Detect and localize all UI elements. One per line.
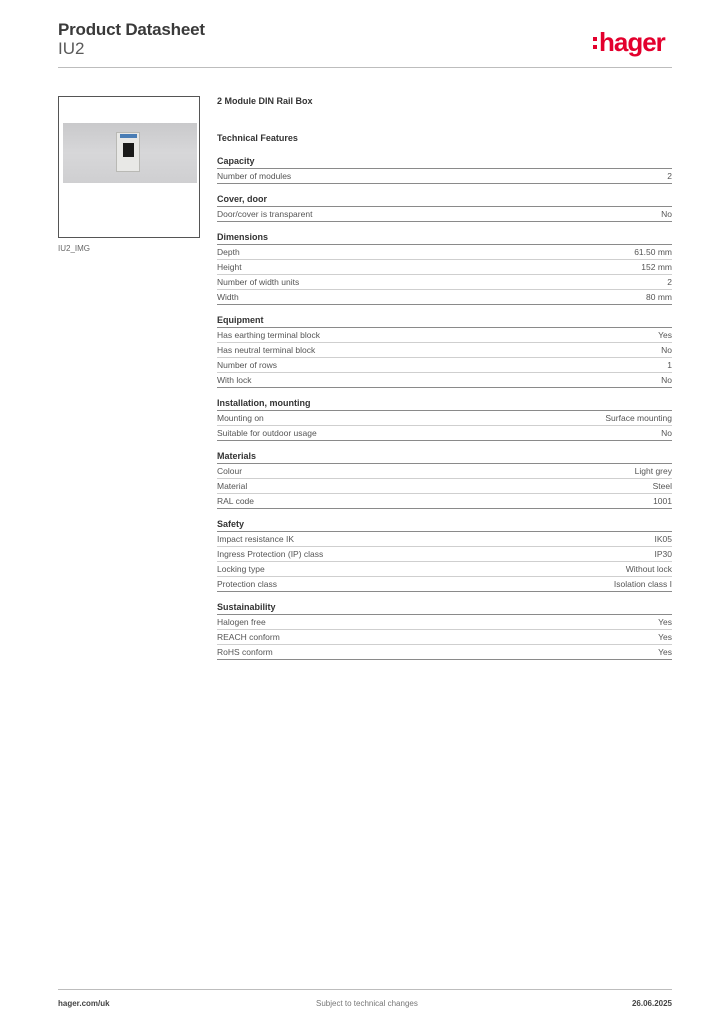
spec-row xyxy=(217,547,672,562)
spec-row xyxy=(217,358,672,373)
spec-label: Mounting on xyxy=(217,413,264,423)
spec-section xyxy=(217,517,672,592)
spec-sections xyxy=(217,154,672,660)
spec-value: Steel xyxy=(652,481,672,491)
spec-section xyxy=(217,396,672,441)
spec-label: Number of modules xyxy=(217,171,292,181)
spec-row xyxy=(217,275,672,290)
spec-value: Yes xyxy=(658,617,672,627)
spec-row xyxy=(217,479,672,494)
footer-divider xyxy=(58,989,672,990)
spec-label: Depth xyxy=(217,247,240,257)
spec-section xyxy=(217,230,672,305)
section-title: Capacity xyxy=(217,154,672,169)
section-title: Dimensions xyxy=(217,230,672,245)
spec-value: No xyxy=(661,428,672,438)
spec-section xyxy=(217,154,672,184)
spec-label: Height xyxy=(217,262,242,272)
spec-row xyxy=(217,373,672,388)
spec-label: Number of rows xyxy=(217,360,277,370)
spec-row xyxy=(217,169,672,184)
datasheet-content xyxy=(217,93,672,660)
spec-row xyxy=(217,645,672,660)
section-title: Cover, door xyxy=(217,192,672,207)
image-caption: IU2_IMG xyxy=(58,244,91,253)
spec-row xyxy=(217,290,672,305)
spec-label: Material xyxy=(217,481,248,491)
spec-label: Has neutral terminal block xyxy=(217,345,316,355)
spec-label: Halogen free xyxy=(217,617,266,627)
spec-label: Door/cover is transparent xyxy=(217,209,313,219)
spec-section xyxy=(217,449,672,509)
spec-label: Suitable for outdoor usage xyxy=(217,428,317,438)
spec-label: Impact resistance IK xyxy=(217,534,295,544)
spec-row xyxy=(217,411,672,426)
spec-value: Light grey xyxy=(634,466,672,476)
spec-value: Yes xyxy=(658,632,672,642)
spec-row xyxy=(217,532,672,547)
footer-notice: Subject to technical changes xyxy=(316,999,418,1008)
spec-label: Number of width units xyxy=(217,277,300,287)
spec-label: Width xyxy=(217,292,239,302)
product-image-frame xyxy=(58,96,200,238)
header-divider xyxy=(58,67,672,68)
spec-value: 152 mm xyxy=(641,262,672,272)
spec-value: 2 xyxy=(667,171,672,181)
section-title: Installation, mounting xyxy=(217,396,672,411)
spec-section xyxy=(217,600,672,660)
spec-value: No xyxy=(661,209,672,219)
spec-label: Locking type xyxy=(217,564,265,574)
technical-features-heading: Technical Features xyxy=(217,133,298,143)
spec-value: IK05 xyxy=(654,534,672,544)
spec-label: REACH conform xyxy=(217,632,280,642)
spec-label: RoHS conform xyxy=(217,647,273,657)
page-header xyxy=(58,20,205,58)
spec-value: No xyxy=(661,375,672,385)
spec-value: 1 xyxy=(667,360,672,370)
spec-label: Colour xyxy=(217,466,243,476)
spec-row xyxy=(217,494,672,509)
spec-row xyxy=(217,426,672,441)
spec-value: Yes xyxy=(658,330,672,340)
spec-row xyxy=(217,328,672,343)
product-code: IU2 xyxy=(58,39,85,58)
spec-value: IP30 xyxy=(654,549,672,559)
spec-label: With lock xyxy=(217,375,252,385)
spec-label: Has earthing terminal block xyxy=(217,330,320,340)
section-title: Safety xyxy=(217,517,672,532)
spec-value: 61.50 mm xyxy=(634,247,672,257)
spec-section xyxy=(217,192,672,222)
hager-logo xyxy=(593,26,665,58)
spec-value: 80 mm xyxy=(646,292,672,302)
product-name: 2 Module DIN Rail Box xyxy=(217,96,313,106)
section-title: Materials xyxy=(217,449,672,464)
section-title: Equipment xyxy=(217,313,672,328)
section-title: Sustainability xyxy=(217,600,672,615)
spec-row xyxy=(217,245,672,260)
spec-label: Ingress Protection (IP) class xyxy=(217,549,324,559)
spec-label: RAL code xyxy=(217,496,255,506)
spec-section xyxy=(217,313,672,388)
spec-label: Protection class xyxy=(217,579,277,589)
footer-date: 26.06.2025 xyxy=(631,999,672,1008)
spec-row xyxy=(217,260,672,275)
spec-row xyxy=(217,577,672,592)
enclosure-image xyxy=(116,132,140,172)
logo-dots-icon xyxy=(593,37,597,49)
spec-row xyxy=(217,630,672,645)
spec-row xyxy=(217,343,672,358)
spec-row xyxy=(217,207,672,222)
spec-row xyxy=(217,562,672,577)
spec-value: Isolation class I xyxy=(613,579,672,589)
product-photo xyxy=(63,123,197,183)
logo-text: hager xyxy=(599,27,665,57)
spec-value: 1001 xyxy=(653,496,672,506)
footer-website[interactable]: hager.com/uk xyxy=(58,999,110,1008)
spec-value: 2 xyxy=(667,277,672,287)
spec-row xyxy=(217,464,672,479)
spec-value: No xyxy=(661,345,672,355)
spec-row xyxy=(217,615,672,630)
document-title: Product Datasheet xyxy=(58,20,205,39)
spec-value: Yes xyxy=(658,647,672,657)
spec-value: Surface mounting xyxy=(605,413,672,423)
spec-value: Without lock xyxy=(625,564,672,574)
